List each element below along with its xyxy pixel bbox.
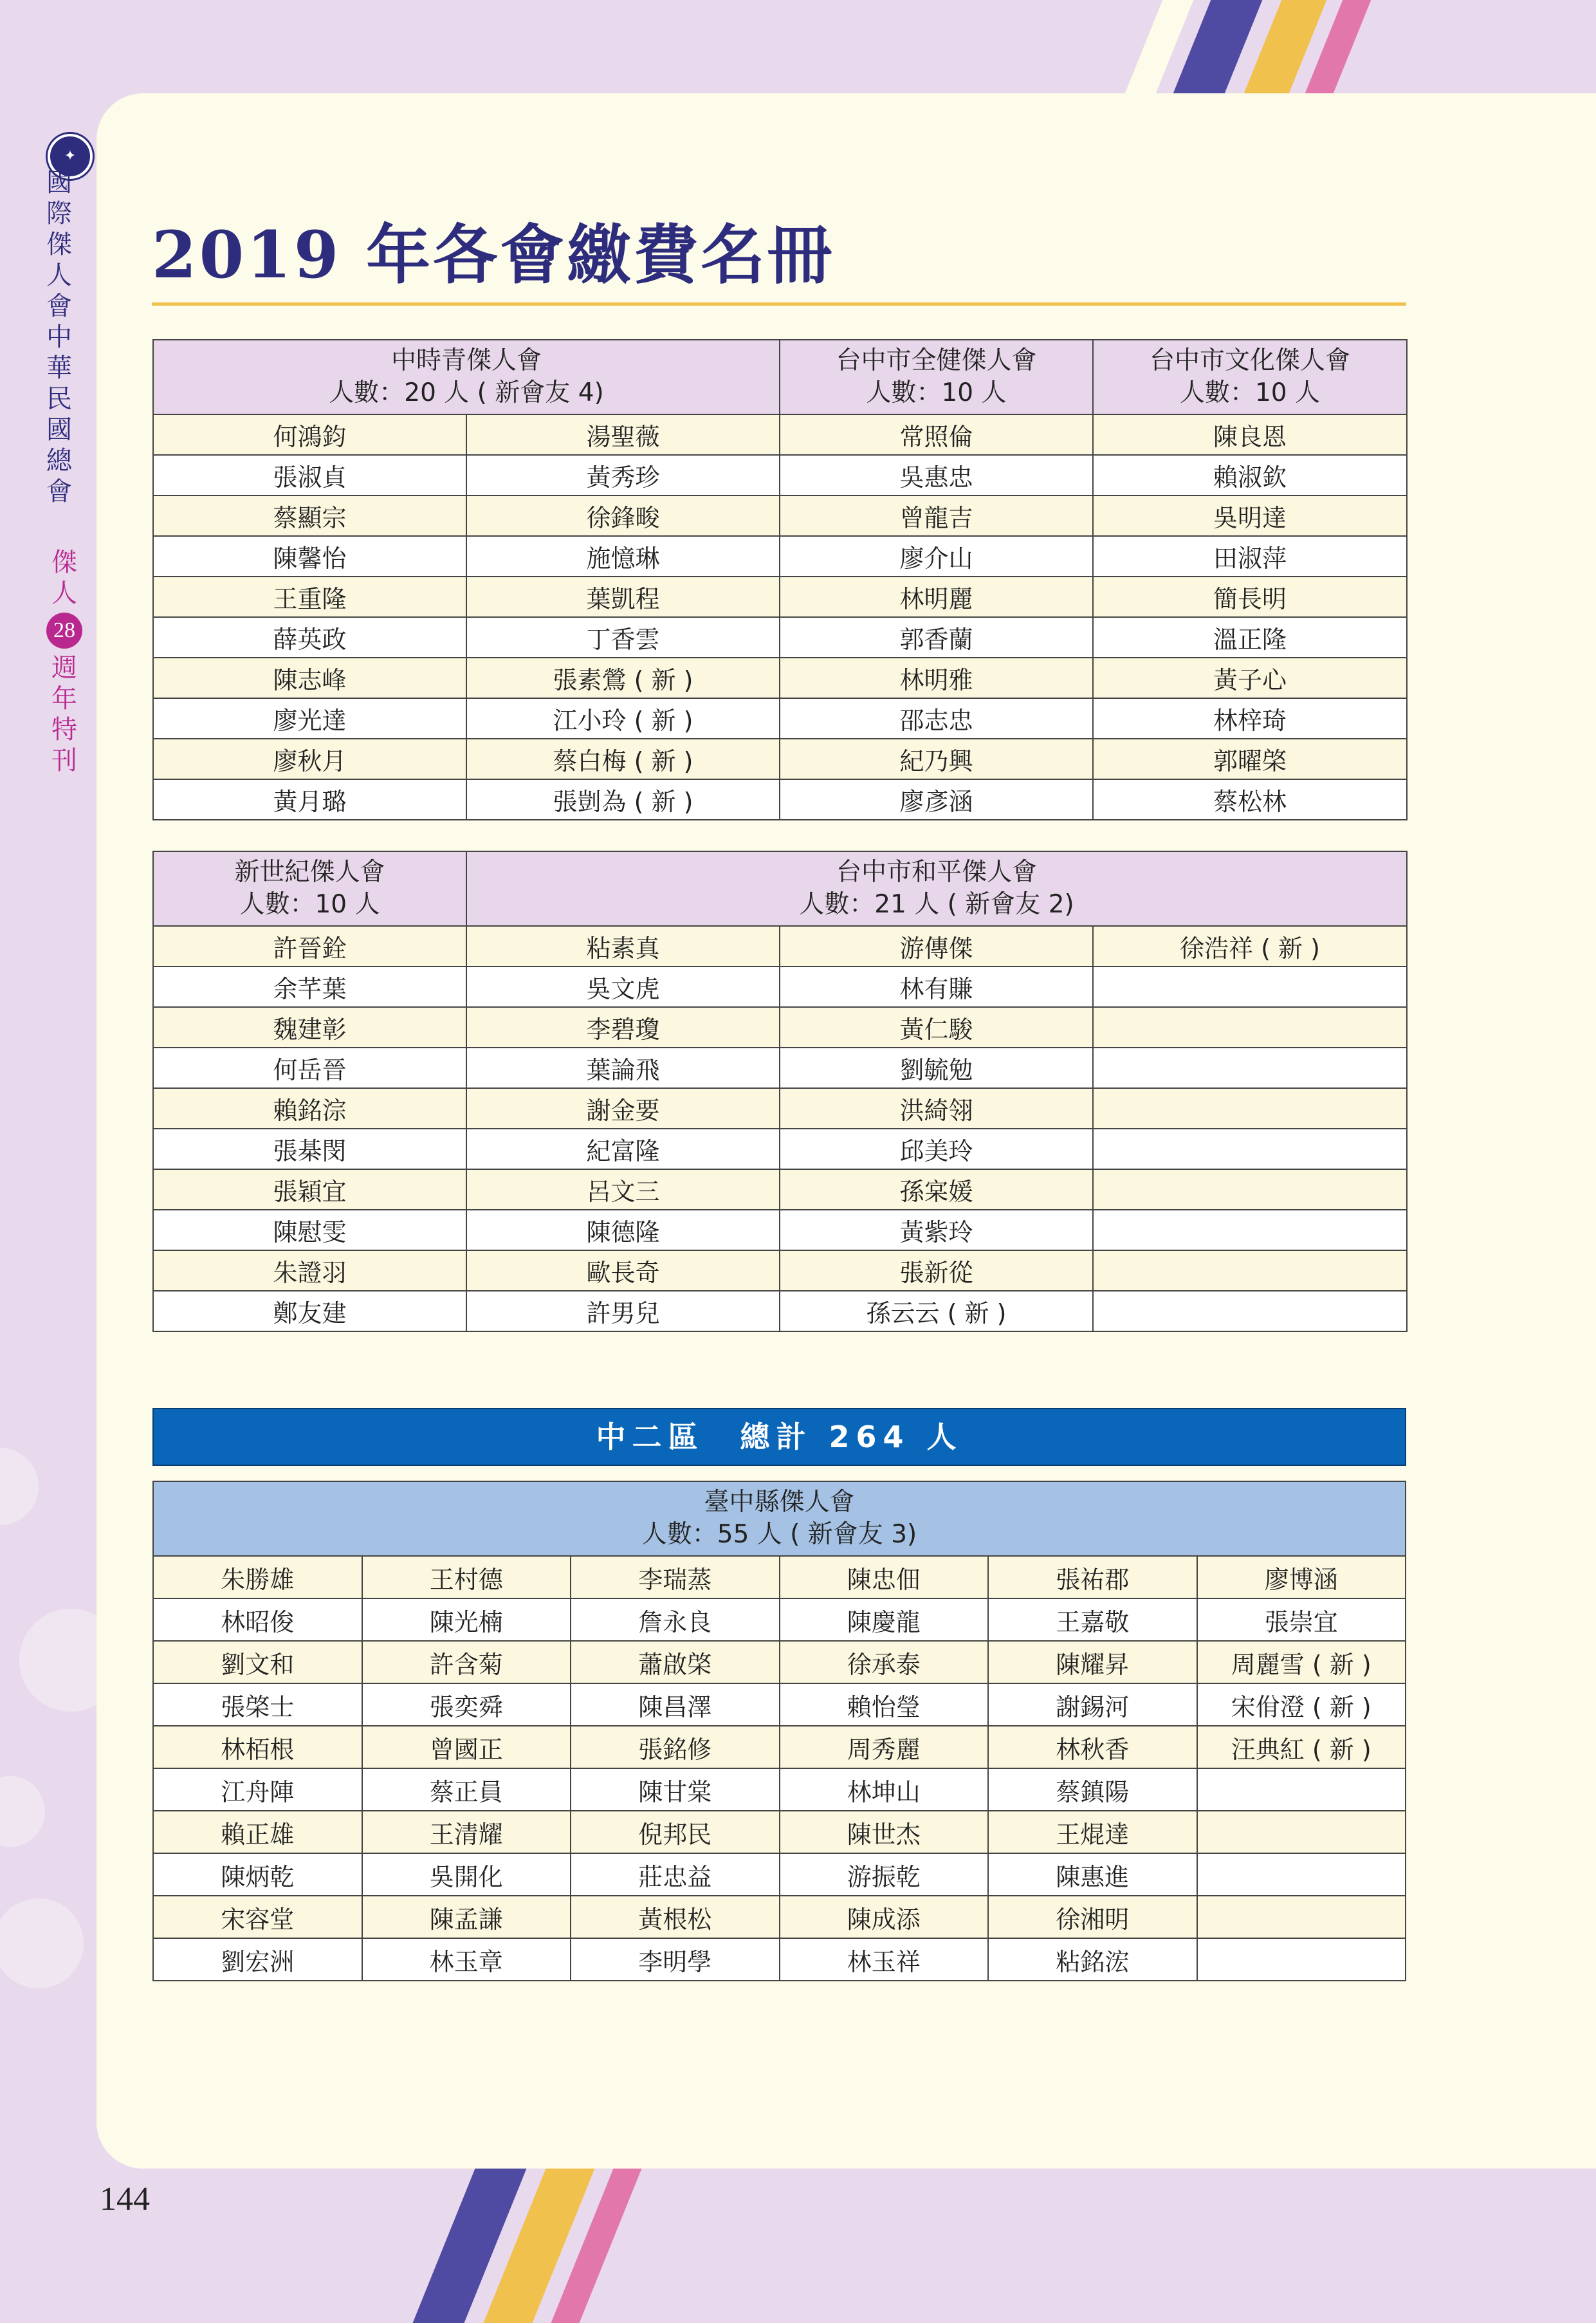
region-total-banner: 中二區 總計 264 人: [152, 1408, 1406, 1466]
member-name-cell: 莊忠益: [571, 1853, 780, 1896]
member-name-cell: 張素鶯 ( 新 ): [466, 658, 780, 698]
member-name-cell: 邵志忠: [780, 698, 1093, 739]
table-row: [153, 1641, 1406, 1683]
member-name-cell: 陳世杰: [780, 1811, 989, 1853]
member-name-cell: 倪邦民: [571, 1811, 780, 1853]
anniversary-badge: 28: [46, 613, 82, 649]
member-name-cell: 賴怡瑩: [780, 1683, 989, 1726]
member-name-cell: 吳文虎: [466, 967, 780, 1007]
member-name-cell: 賴銘淙: [153, 1088, 466, 1129]
member-name-cell: 林玉章: [362, 1938, 571, 1981]
member-name-cell: 粘銘浤: [988, 1938, 1197, 1981]
table-row: [153, 926, 1407, 967]
member-name-cell: [1093, 1169, 1407, 1210]
table-row: [153, 1210, 1407, 1250]
member-name-cell: 王重隆: [153, 577, 466, 617]
member-name-cell: 黃仁駿: [780, 1007, 1093, 1048]
member-name-cell: 葉凱程: [466, 577, 780, 617]
member-name-cell: 簡長明: [1093, 577, 1407, 617]
sidebar-org-name: 國際傑人會中華民國總會: [46, 168, 72, 506]
member-name-cell: 張祐郡: [988, 1556, 1197, 1598]
member-name-cell: 孫云云 ( 新 ): [780, 1291, 1093, 1331]
club-table-2: [152, 851, 1408, 1332]
member-name-cell: 黃秀珍: [466, 455, 780, 495]
table-row: [153, 1088, 1407, 1129]
club-name: 臺中縣傑人會: [704, 1488, 855, 1517]
table-row: [153, 495, 1407, 536]
member-name-cell: 陳昌澤: [571, 1683, 780, 1726]
table-row: [153, 577, 1407, 617]
member-name-cell: 許男兒: [466, 1291, 780, 1331]
member-name-cell: 陳良恩: [1093, 414, 1407, 455]
club-name: 中時青傑人會: [390, 346, 542, 375]
club-header: [466, 851, 1407, 926]
member-name-cell: 歐長奇: [466, 1250, 780, 1291]
club-header: [780, 340, 1093, 414]
member-name-cell: [1197, 1768, 1406, 1811]
table-row: [153, 1683, 1406, 1726]
member-name-cell: 許晉銓: [153, 926, 466, 967]
member-name-cell: 詹永良: [571, 1598, 780, 1641]
table-row: [153, 1896, 1406, 1938]
member-name-cell: [1093, 1007, 1407, 1048]
member-name-cell: 林栢根: [153, 1726, 362, 1768]
member-name-cell: 林昭俊: [153, 1598, 362, 1641]
member-name-cell: 廖介山: [780, 536, 1093, 577]
member-name-cell: 陳德隆: [466, 1210, 780, 1250]
club-count: 人數：55 人 ( 新會友 3): [641, 1520, 917, 1549]
club-name: 台中市全健傑人會: [836, 346, 1037, 375]
table-row: [153, 617, 1407, 658]
bg-bubble: [0, 1448, 39, 1525]
member-name-cell: 曾國正: [362, 1726, 571, 1768]
member-name-cell: 蔡鎮陽: [988, 1768, 1197, 1811]
member-name-cell: [1197, 1811, 1406, 1853]
member-name-cell: [1093, 1048, 1407, 1088]
bg-bubble: [0, 1776, 45, 1847]
member-name-cell: 吳開化: [362, 1853, 571, 1896]
member-name-cell: 廖彥涵: [780, 779, 1093, 820]
member-name-cell: 廖博涵: [1197, 1556, 1406, 1598]
member-name-cell: 湯聖薇: [466, 414, 780, 455]
member-name-cell: 陳炳乾: [153, 1853, 362, 1896]
member-name-cell: 張穎宜: [153, 1169, 466, 1210]
member-name-cell: 洪綺翎: [780, 1088, 1093, 1129]
table-row: [153, 1129, 1407, 1169]
page-title: 2019 年各會繳費名冊: [152, 217, 835, 293]
member-name-cell: 張剴為 ( 新 ): [466, 779, 780, 820]
member-name-cell: 陳慶龍: [780, 1598, 989, 1641]
club-name: 新世紀傑人會: [234, 858, 385, 887]
member-name-cell: 朱勝雄: [153, 1556, 362, 1598]
member-name-cell: 劉宏洲: [153, 1938, 362, 1981]
member-name-cell: 游振乾: [780, 1853, 989, 1896]
member-name-cell: 林明麗: [780, 577, 1093, 617]
member-name-cell: [1093, 1088, 1407, 1129]
member-name-cell: 施憶琳: [466, 536, 780, 577]
member-name-cell: 田淑萍: [1093, 536, 1407, 577]
member-name-cell: [1093, 1291, 1407, 1331]
member-name-cell: 張崇宜: [1197, 1598, 1406, 1641]
club-table-3: [152, 1481, 1406, 1981]
club-header: [1093, 340, 1407, 414]
member-name-cell: 周秀麗: [780, 1726, 989, 1768]
page-number: 144: [100, 2181, 150, 2217]
member-name-cell: [1093, 1129, 1407, 1169]
member-name-cell: [1093, 1250, 1407, 1291]
member-name-cell: 呂文三: [466, 1169, 780, 1210]
org-logo-icon: ✦: [48, 134, 93, 179]
member-name-cell: 許含菊: [362, 1641, 571, 1683]
member-name-cell: 黃子心: [1093, 658, 1407, 698]
member-name-cell: 徐鋒畯: [466, 495, 780, 536]
member-name-cell: 宋佾澄 ( 新 ): [1197, 1683, 1406, 1726]
member-name-cell: [1197, 1896, 1406, 1938]
sidebar-anniversary: [45, 547, 84, 776]
member-name-cell: 陳慰雯: [153, 1210, 466, 1250]
member-name-cell: 黃紫玲: [780, 1210, 1093, 1250]
table-row: [153, 658, 1407, 698]
member-name-cell: 汪典紅 ( 新 ): [1197, 1726, 1406, 1768]
member-name-cell: 余芊葉: [153, 967, 466, 1007]
member-name-cell: 紀富隆: [466, 1129, 780, 1169]
table-row: [153, 1007, 1407, 1048]
member-name-cell: 謝金要: [466, 1088, 780, 1129]
club-count: 人數：20 人 ( 新會友 4): [329, 378, 604, 407]
member-name-cell: 蔡顯宗: [153, 495, 466, 536]
table-row: [153, 1726, 1406, 1768]
member-name-cell: 林坤山: [780, 1768, 989, 1811]
member-name-cell: 謝錫河: [988, 1683, 1197, 1726]
member-name-cell: 張棊閔: [153, 1129, 466, 1169]
member-name-cell: 賴淑欽: [1093, 455, 1407, 495]
member-name-cell: 粘素真: [466, 926, 780, 967]
table-row: [153, 1938, 1406, 1981]
member-name-cell: 江小玲 ( 新 ): [466, 698, 780, 739]
member-name-cell: 周麗雪 ( 新 ): [1197, 1641, 1406, 1683]
member-name-cell: [1197, 1853, 1406, 1896]
club-table-1: [152, 339, 1408, 820]
member-name-cell: 葉論飛: [466, 1048, 780, 1088]
member-name-cell: 邱美玲: [780, 1129, 1093, 1169]
member-name-cell: 孫宲媛: [780, 1169, 1093, 1210]
member-name-cell: 徐浩祥 ( 新 ): [1093, 926, 1407, 967]
member-name-cell: 陳馨怡: [153, 536, 466, 577]
member-name-cell: 黃月璐: [153, 779, 466, 820]
member-name-cell: [1093, 967, 1407, 1007]
table-row: [153, 1048, 1407, 1088]
member-name-cell: 郭香蘭: [780, 617, 1093, 658]
table-row: [153, 414, 1407, 455]
member-name-cell: 王焜達: [988, 1811, 1197, 1853]
club-header: [153, 1481, 1406, 1556]
member-name-cell: 張奕舜: [362, 1683, 571, 1726]
member-name-cell: 薛英政: [153, 617, 466, 658]
member-name-cell: 陳成添: [780, 1896, 989, 1938]
member-name-cell: [1197, 1938, 1406, 1981]
club-count: 人數：10 人: [1179, 378, 1321, 407]
member-name-cell: 陳志峰: [153, 658, 466, 698]
club-header: [153, 851, 466, 926]
table-row: [153, 698, 1407, 739]
member-name-cell: 陳惠進: [988, 1853, 1197, 1896]
member-name-cell: 王嘉敬: [988, 1598, 1197, 1641]
member-name-cell: 陳耀昇: [988, 1641, 1197, 1683]
member-name-cell: 宋容堂: [153, 1896, 362, 1938]
member-name-cell: 林有賺: [780, 967, 1093, 1007]
member-name-cell: 吳惠忠: [780, 455, 1093, 495]
member-name-cell: 蔡正員: [362, 1768, 571, 1811]
table-row: [153, 1853, 1406, 1896]
table-row: [153, 1768, 1406, 1811]
club-name: 台中市文化傑人會: [1149, 346, 1350, 375]
title-underline: [152, 302, 1406, 306]
table-row: [153, 1811, 1406, 1853]
member-name-cell: 魏建彰: [153, 1007, 466, 1048]
member-name-cell: 王清耀: [362, 1811, 571, 1853]
member-name-cell: 何岳晉: [153, 1048, 466, 1088]
table-row: [153, 536, 1407, 577]
member-name-cell: 廖秋月: [153, 739, 466, 779]
member-name-cell: 郭曜棨: [1093, 739, 1407, 779]
member-name-cell: 林明雅: [780, 658, 1093, 698]
table-row: [153, 739, 1407, 779]
member-name-cell: 陳光楠: [362, 1598, 571, 1641]
bg-bubble: [0, 1898, 84, 1988]
member-name-cell: 劉文和: [153, 1641, 362, 1683]
table-row: [153, 1250, 1407, 1291]
table-row: [153, 1598, 1406, 1641]
member-name-cell: 廖光達: [153, 698, 466, 739]
member-name-cell: 李明學: [571, 1938, 780, 1981]
member-name-cell: 林秋香: [988, 1726, 1197, 1768]
member-name-cell: 陳甘棠: [571, 1768, 780, 1811]
member-name-cell: 張淑貞: [153, 455, 466, 495]
member-name-cell: 游傳傑: [780, 926, 1093, 967]
member-name-cell: 王村德: [362, 1556, 571, 1598]
sidebar-anniv-suffix: 週年特刊: [51, 653, 77, 775]
member-name-cell: 曾龍吉: [780, 495, 1093, 536]
member-name-cell: 徐湘明: [988, 1896, 1197, 1938]
member-name-cell: 何鴻鈞: [153, 414, 466, 455]
member-name-cell: 張棨士: [153, 1683, 362, 1726]
table-row: [153, 779, 1407, 820]
table-row: [153, 967, 1407, 1007]
member-name-cell: 張銘修: [571, 1726, 780, 1768]
member-name-cell: 林玉祥: [780, 1938, 989, 1981]
member-name-cell: 常照倫: [780, 414, 1093, 455]
table-row: [153, 455, 1407, 495]
member-name-cell: 陳忠佃: [780, 1556, 989, 1598]
table-row: [153, 1291, 1407, 1331]
member-name-cell: 徐承泰: [780, 1641, 989, 1683]
member-name-cell: 黃根松: [571, 1896, 780, 1938]
member-name-cell: 朱證羽: [153, 1250, 466, 1291]
member-name-cell: 丁香雲: [466, 617, 780, 658]
member-name-cell: 劉毓勉: [780, 1048, 1093, 1088]
sidebar-anniv-prefix: 傑人: [51, 548, 77, 608]
member-name-cell: 李瑞蒸: [571, 1556, 780, 1598]
member-name-cell: 鄭友建: [153, 1291, 466, 1331]
member-name-cell: 蔡松林: [1093, 779, 1407, 820]
club-count: 人數：10 人: [239, 890, 380, 919]
member-name-cell: 陳孟謙: [362, 1896, 571, 1938]
member-name-cell: 李碧瓊: [466, 1007, 780, 1048]
club-name: 台中市和平傑人會: [836, 858, 1037, 887]
member-name-cell: 溫正隆: [1093, 617, 1407, 658]
club-count: 人數：21 人 ( 新會友 2): [799, 890, 1074, 919]
member-name-cell: 張新從: [780, 1250, 1093, 1291]
member-name-cell: [1093, 1210, 1407, 1250]
table-row: [153, 1169, 1407, 1210]
member-name-cell: 江舟陣: [153, 1768, 362, 1811]
member-name-cell: 蔡白梅 ( 新 ): [466, 739, 780, 779]
club-count: 人數：10 人: [866, 378, 1007, 407]
member-name-cell: 蕭啟棨: [571, 1641, 780, 1683]
table-row: [153, 1556, 1406, 1598]
member-name-cell: 林梓琦: [1093, 698, 1407, 739]
club-header: [153, 340, 780, 414]
member-name-cell: 賴正雄: [153, 1811, 362, 1853]
member-name-cell: 吳明達: [1093, 495, 1407, 536]
member-name-cell: 紀乃興: [780, 739, 1093, 779]
